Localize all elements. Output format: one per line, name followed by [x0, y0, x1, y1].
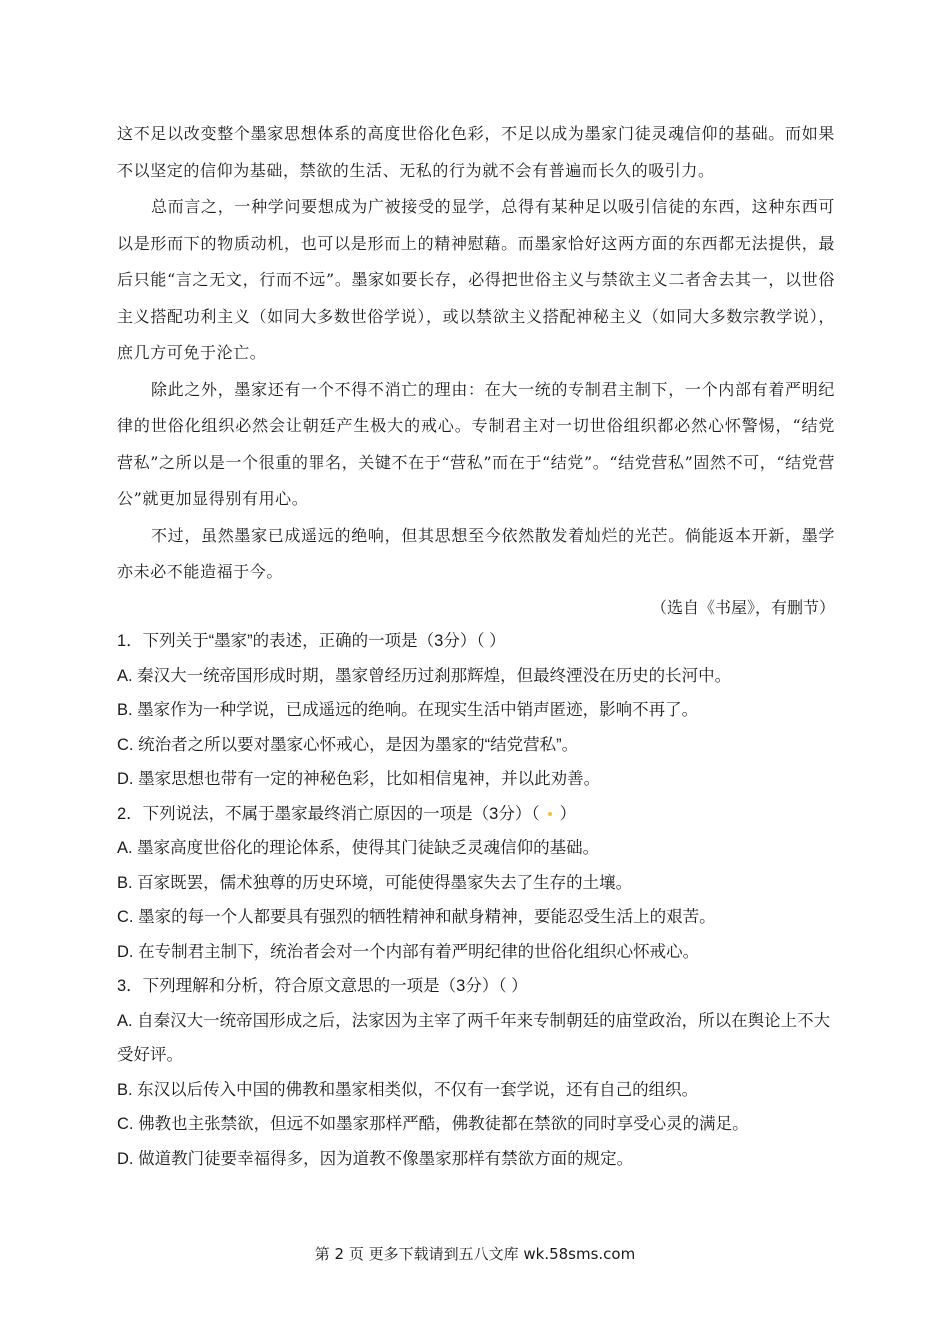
question-3-option-a: A. 自秦汉大一统帝国形成之后，法家因为主宰了两千年来专制朝廷的庙堂政治，所以在舆论上不大受好评。 [117, 1011, 831, 1064]
question-list [117, 624, 835, 1176]
reading-passage [117, 116, 835, 591]
question-1-option-d: D. 墨家思想也带有一定的神秘色彩，比如相信鬼神，并以此劝善。 [117, 770, 601, 788]
passage-paragraph-4: 不过，虽然墨家已成遥远的绝响，但其思想至今依然散发着灿烂的光芒。倘能返本开新，墨学亦未必不能造福于今。 [117, 525, 835, 581]
page-footer: 第 2 页 更多下载请到五八文库 wk.58sms.com [314, 1245, 636, 1263]
question-1-stem: 1．下列关于“墨家”的表述，正确的一项是（3分）（ ） [117, 632, 506, 650]
passage-paragraph-1: 这不足以改变整个墨家思想体系的高度世俗化色彩，不足以成为墨家门徒灵魂信仰的基础。而如果不以坚定的信仰为基础，禁欲的生活、无私的行为就不会有普遍而长久的吸引力。 [117, 124, 835, 180]
question-3-option-c: C. 佛教也主张禁欲，但远不如墨家那样严酷，佛教徒都在禁欲的同时享受心灵的满足。 [117, 1115, 749, 1133]
question-2-option-d: D. 在专制君主制下，统治者会对一个内部有着严明纪律的世俗化组织心怀戒心。 [117, 942, 700, 961]
question-1-option-c: C. 统治者之所以要对墨家心怀戒心，是因为墨家的“结党营私”。 [117, 735, 579, 754]
question-2-stem-close: ） [559, 804, 577, 823]
question-3-option-d: D. 做道教门徒要幸福得多，因为道教不像墨家那样有禁欲方面的规定。 [117, 1149, 634, 1168]
question-3-option-b: B. 东汉以后传入中国的佛教和墨家相类似，不仅有一套学说，还有自己的组织。 [117, 1080, 699, 1099]
question-1-option-b: B. 墨家作为一种学说，已成遥远的绝响。在现实生活中销声匿迹，影响不再了。 [117, 701, 699, 719]
question-2-option-c: C. 墨家的每一个人都要具有强烈的牺牲精神和献身精神，要能忍受生活上的艰苦。 [117, 908, 716, 926]
question-2-stem-text: 2．下列说法，不属于墨家最终消亡原因的一项是（3分）（ [117, 804, 540, 823]
question-2-option-b: B. 百家既罢，儒术独尊的历史环境，可能使得墨家失去了生存的土壤。 [117, 873, 633, 892]
passage-source: （选自《书屋》，有删节） [650, 598, 835, 617]
mark-dot-icon [548, 812, 552, 816]
passage-paragraph-3: 除此之外，墨家还有一个不得不消亡的理由：在大一统的专制君主制下，一个内部有着严明纪律的世俗化组织必然会让朝廷产生极大的戒心。专制君主对一切世俗组织都必然心怀警惕，“结党营私”之所以是一个很重的罪名，关键不在于“营私”而在于“结党”。“结党营私”固然不可，“结党营公”就更加显得别有用心。 [117, 379, 835, 508]
question-3-stem: 3．下列理解和分析，符合原文意思的一项是（3分）（ ） [117, 977, 528, 995]
question-2-stem [117, 797, 835, 832]
passage-paragraph-2: 总而言之，一种学问要想成为广被接受的显学，总得有某种足以吸引信徒的东西，这种东西可以是形而下的物质动机，也可以是形而上的精神慰藉。而墨家恰好这两方面的东西都无法提供，最后只能“言之无文，行而不远”。墨家如要长存，必得把世俗主义与禁欲主义二者舍去其一，以世俗主义搭配功利主义（如同大多数世俗学说），或以禁欲主义搭配神秘主义（如同大多数宗教学说），庶几方可免于沦亡。 [117, 197, 835, 362]
question-2-option-a: A. 墨家高度世俗化的理论体系，使得其门徒缺乏灵魂信仰的基础。 [117, 839, 600, 857]
question-1-option-a: A. 秦汉大一统帝国形成时期，墨家曾经历过刹那辉煌，但最终湮没在历史的长河中。 [117, 666, 732, 685]
